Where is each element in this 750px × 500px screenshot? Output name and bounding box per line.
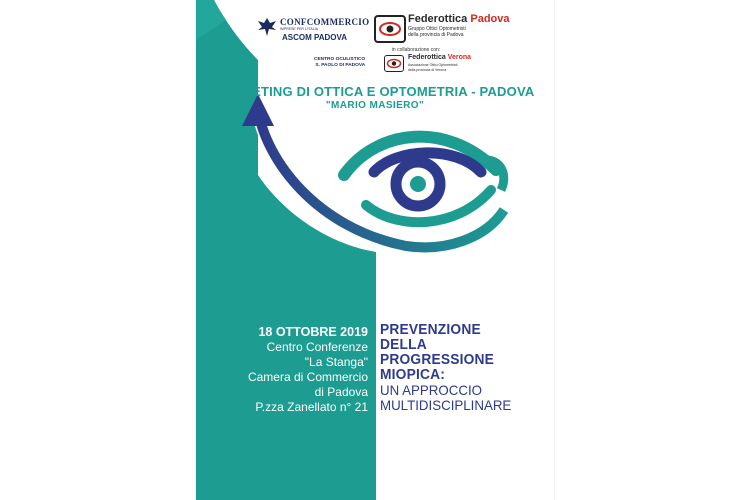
confcommercio-logo xyxy=(256,16,370,46)
meeting-heading xyxy=(196,84,554,111)
centro-line-1: CENTRO OCULISTICO xyxy=(314,57,366,62)
confcommercio-sub: ASCOM PADOVA xyxy=(282,33,348,42)
collaboration-text: in collaborazione con: xyxy=(391,47,441,53)
venue-line-1: Centro Conferenze xyxy=(266,340,368,354)
venue-line-4: di Padova xyxy=(314,385,368,399)
federottica-verona-brand xyxy=(408,54,471,61)
federottica-padova-desc xyxy=(408,26,466,38)
confcommercio-name: CONFCOMMERCIO xyxy=(280,17,370,27)
federottica-word: Federottica xyxy=(408,54,446,61)
federottica-city: Padova xyxy=(470,13,510,25)
venue-address: P.zza Zanellato n° 21 xyxy=(255,400,368,414)
desc-line-1: Gruppo Ottici Optometristi xyxy=(408,26,466,32)
venue-line-2: "La Stanga" xyxy=(304,355,368,369)
federottica-city: Verona xyxy=(447,54,472,61)
desc-line-1: Associazione Ottici Optometristi xyxy=(408,63,458,67)
event-date: 18 OTTOBRE 2019 xyxy=(258,325,368,339)
federottica-padova-brand xyxy=(408,13,510,25)
federottica-word: Federottica xyxy=(408,13,468,25)
meeting-subtitle: "MARIO MASIERO" xyxy=(325,100,425,111)
topic-line-6: MULTIDISCIPLINARE xyxy=(380,397,512,413)
centro-line-2: S. PAOLO DI PADOVA xyxy=(315,63,366,68)
topic-line-1: PREVENZIONE xyxy=(380,322,481,338)
confcommercio-tagline: IMPRESE PER L'ITALIA xyxy=(280,27,318,31)
topic-line-5: UN APPROCCIO xyxy=(380,382,482,398)
topic-line-2: DELLA xyxy=(380,337,427,353)
venue-line-3: Camera di Commercio xyxy=(247,370,368,384)
desc-line-2: della provincia di Padova xyxy=(408,32,464,38)
federottica-padova-logo xyxy=(374,13,544,45)
federottica-verona-desc xyxy=(408,63,457,72)
eagle-icon xyxy=(256,16,278,38)
federottica-verona-logo xyxy=(384,54,504,76)
event-details xyxy=(196,325,368,415)
sponsor-logos xyxy=(256,12,554,87)
meeting-title: 7° MEETING DI OTTICA E OPTOMETRIA - PADOVA xyxy=(215,84,535,99)
topic-line-3: PROGRESSIONE xyxy=(380,352,495,368)
eye-logo-icon xyxy=(384,55,404,72)
eye-pupil xyxy=(410,176,426,192)
desc-line-2: della provincia di Verona xyxy=(408,67,447,72)
poster xyxy=(196,0,554,500)
centro-oculistico-logo xyxy=(314,57,365,69)
topic-title xyxy=(380,323,554,413)
eye-logo-icon xyxy=(374,15,406,43)
topic-line-4: MIOPICA: xyxy=(380,367,446,383)
